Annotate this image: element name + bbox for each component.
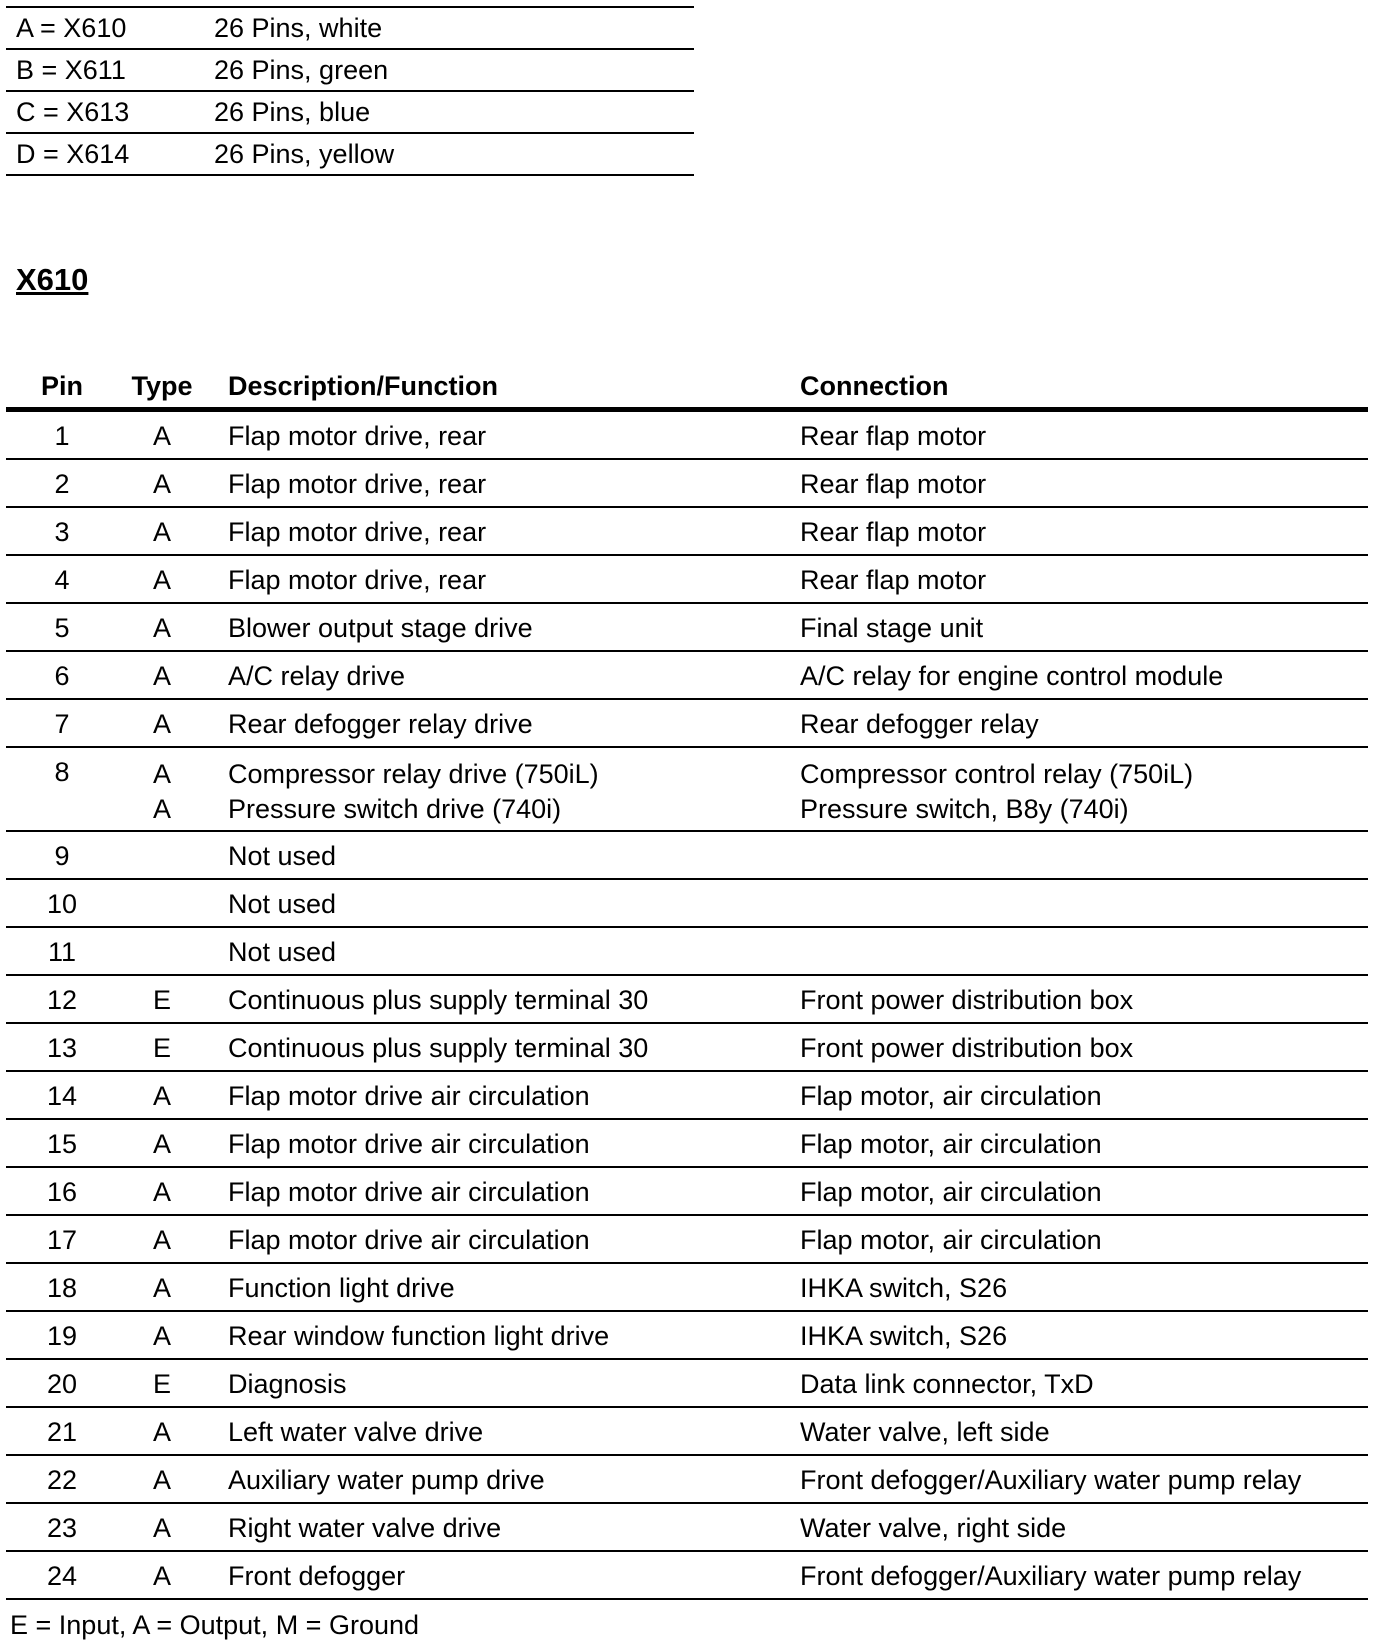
- pin-description: Blower output stage drive: [228, 613, 533, 643]
- pin-description: Flap motor drive air circulation: [228, 1081, 590, 1111]
- pin-type: A: [152, 1177, 171, 1207]
- pin-number: 19: [46, 1321, 78, 1351]
- pin-description: Flap motor drive air circulation: [228, 1177, 590, 1207]
- connector-code: A = X610: [16, 12, 127, 43]
- pin-number: 6: [54, 661, 70, 691]
- pin-connection: Front power distribution box: [800, 1033, 1134, 1063]
- table-row: [6, 1312, 1368, 1360]
- connector-pins: 26 Pins, yellow: [214, 138, 395, 169]
- pin-number: 12: [46, 985, 78, 1015]
- table-row: [6, 412, 1368, 460]
- table-row: [6, 1216, 1368, 1264]
- pin-description: Left water valve drive: [228, 1417, 484, 1447]
- connector-code: D = X614: [16, 138, 130, 169]
- pin-description: Flap motor drive air circulation: [228, 1129, 590, 1159]
- table-row: [6, 1120, 1368, 1168]
- pin-description: Compressor relay drive (750iL): [228, 759, 599, 789]
- table-row: [6, 1408, 1368, 1456]
- pin-description-cell: [208, 757, 778, 827]
- table-row: [6, 1504, 1368, 1552]
- pin-description: Continuous plus supply terminal 30: [228, 1033, 649, 1063]
- pin-description: Flap motor drive, rear: [228, 517, 487, 547]
- pin-type: A: [152, 1273, 171, 1303]
- header-connection: Connection: [800, 371, 949, 401]
- pin-connection: Front defogger/Auxiliary water pump relay: [800, 1561, 1302, 1591]
- pin-connection: Final stage unit: [800, 613, 984, 643]
- pin-number: 13: [46, 1033, 78, 1063]
- pin-assignment-table: [6, 366, 1368, 1600]
- header-description: Description/Function: [228, 371, 498, 401]
- connector-pins: 26 Pins, blue: [214, 96, 371, 127]
- pin-type: A: [152, 1129, 171, 1159]
- type-legend: E = Input, A = Output, M = Ground: [10, 1610, 420, 1640]
- pin-type-cell: [116, 757, 208, 827]
- table-row: [6, 1072, 1368, 1120]
- pin-number: 17: [46, 1225, 78, 1255]
- table-row: [6, 1552, 1368, 1600]
- connector-row: [6, 50, 694, 92]
- pin-connection: Flap motor, air circulation: [800, 1225, 1102, 1255]
- pin-description: Diagnosis: [228, 1369, 347, 1399]
- pin-description: Not used: [228, 937, 337, 967]
- pin-type: A: [152, 469, 171, 499]
- table-row: [6, 1264, 1368, 1312]
- pin-connection: Rear flap motor: [800, 421, 987, 451]
- pin-type: A: [152, 759, 171, 789]
- pin-type: A: [152, 1561, 171, 1591]
- pin-type: A: [152, 613, 171, 643]
- pin-description: Flap motor drive, rear: [228, 421, 487, 451]
- pin-number: 2: [54, 469, 70, 499]
- pin-number: 20: [46, 1369, 78, 1399]
- pin-connection: Data link connector, TxD: [800, 1369, 1094, 1399]
- connector-pins: 26 Pins, green: [214, 54, 389, 85]
- pin-connection-cell: [778, 757, 1368, 827]
- pin-description: Continuous plus supply terminal 30: [228, 985, 649, 1015]
- pin-number: 23: [46, 1513, 78, 1543]
- pin-connection: Rear flap motor: [800, 469, 987, 499]
- connector-row: [6, 92, 694, 134]
- pin-number: 4: [54, 565, 70, 595]
- pin-type: A: [152, 1081, 171, 1111]
- pin-type: A: [152, 1417, 171, 1447]
- pin-type-alt: A: [152, 794, 171, 824]
- pin-description: Right water valve drive: [228, 1513, 502, 1543]
- connector-pins: 26 Pins, white: [214, 12, 383, 43]
- pin-number: 18: [46, 1273, 78, 1303]
- pin-connection: A/C relay for engine control module: [800, 661, 1224, 691]
- table-row: [6, 1360, 1368, 1408]
- pin-number: 14: [46, 1081, 78, 1111]
- table-row: [6, 556, 1368, 604]
- pin-connection: Water valve, right side: [800, 1513, 1067, 1543]
- pin-connection: IHKA switch, S26: [800, 1273, 1008, 1303]
- pin-type: A: [152, 517, 171, 547]
- pin-type: A: [152, 1225, 171, 1255]
- table-row: [6, 748, 1368, 832]
- pin-number: 5: [54, 613, 70, 643]
- pin-description: Not used: [228, 841, 337, 871]
- pin-description: Auxiliary water pump drive: [228, 1465, 545, 1495]
- pin-description: Rear window function light drive: [228, 1321, 610, 1351]
- table-header: [6, 366, 1368, 412]
- table-row: [6, 976, 1368, 1024]
- pin-type: A: [152, 421, 171, 451]
- pin-connection: Rear defogger relay: [800, 709, 1039, 739]
- pin-description: Rear defogger relay drive: [228, 709, 533, 739]
- pin-description: Flap motor drive, rear: [228, 469, 487, 499]
- pin-number: 15: [46, 1129, 78, 1159]
- pin-number: 7: [54, 709, 70, 739]
- pin-type: A: [152, 565, 171, 595]
- table-row: [6, 832, 1368, 880]
- table-row: [6, 928, 1368, 976]
- pin-type: A: [152, 661, 171, 691]
- pin-connection: Compressor control relay (750iL): [800, 759, 1194, 789]
- pin-connection: Flap motor, air circulation: [800, 1081, 1102, 1111]
- pin-description: Flap motor drive, rear: [228, 565, 487, 595]
- connector-summary-table: [6, 6, 694, 176]
- table-row: [6, 508, 1368, 556]
- pin-number: 10: [46, 889, 78, 919]
- pin-connection-alt: Pressure switch, B8y (740i): [800, 794, 1129, 824]
- pin-number: 11: [47, 937, 77, 967]
- pin-number: 9: [54, 841, 70, 871]
- pin-type: A: [152, 1513, 171, 1543]
- table-row: [6, 880, 1368, 928]
- pin-number: 1: [54, 421, 70, 451]
- header-pin: Pin: [40, 371, 83, 401]
- table-row: [6, 1024, 1368, 1072]
- pin-connection: Flap motor, air circulation: [800, 1177, 1102, 1207]
- connector-code: C = X613: [16, 96, 130, 127]
- pin-description-alt: Pressure switch drive (740i): [228, 794, 562, 824]
- pin-type: A: [152, 1465, 171, 1495]
- section-title: X610: [16, 262, 89, 297]
- pin-type: A: [152, 709, 171, 739]
- pin-connection: IHKA switch, S26: [800, 1321, 1008, 1351]
- pin-type: A: [152, 1321, 171, 1351]
- table-row: [6, 700, 1368, 748]
- pin-number: 3: [54, 517, 70, 547]
- pin-number: 16: [46, 1177, 78, 1207]
- table-row: [6, 1168, 1368, 1216]
- pin-number: 21: [46, 1417, 78, 1447]
- connector-row: [6, 8, 694, 50]
- pin-connection: Rear flap motor: [800, 517, 987, 547]
- pin-type: E: [152, 985, 171, 1015]
- pin-connection: Front power distribution box: [800, 985, 1134, 1015]
- pin-description: Front defogger: [228, 1561, 406, 1591]
- table-row: [6, 1456, 1368, 1504]
- connector-code: B = X611: [16, 54, 126, 85]
- pin-description: Function light drive: [228, 1273, 455, 1303]
- pin-connection: Flap motor, air circulation: [800, 1129, 1102, 1159]
- connector-row: [6, 134, 694, 176]
- table-row: [6, 652, 1368, 700]
- pin-description: Not used: [228, 889, 337, 919]
- table-row: [6, 604, 1368, 652]
- pin-description: Flap motor drive air circulation: [228, 1225, 590, 1255]
- table-row: [6, 460, 1368, 508]
- pin-connection: Front defogger/Auxiliary water pump relay: [800, 1465, 1302, 1495]
- pin-type: E: [152, 1369, 171, 1399]
- pin-description: A/C relay drive: [228, 661, 406, 691]
- pin-number: 22: [46, 1465, 78, 1495]
- pin-number: 8: [54, 757, 70, 787]
- pin-number: 24: [46, 1561, 78, 1591]
- pin-connection: Water valve, left side: [800, 1417, 1050, 1447]
- pin-type: E: [152, 1033, 171, 1063]
- pin-connection: Rear flap motor: [800, 565, 987, 595]
- header-type: Type: [131, 371, 193, 401]
